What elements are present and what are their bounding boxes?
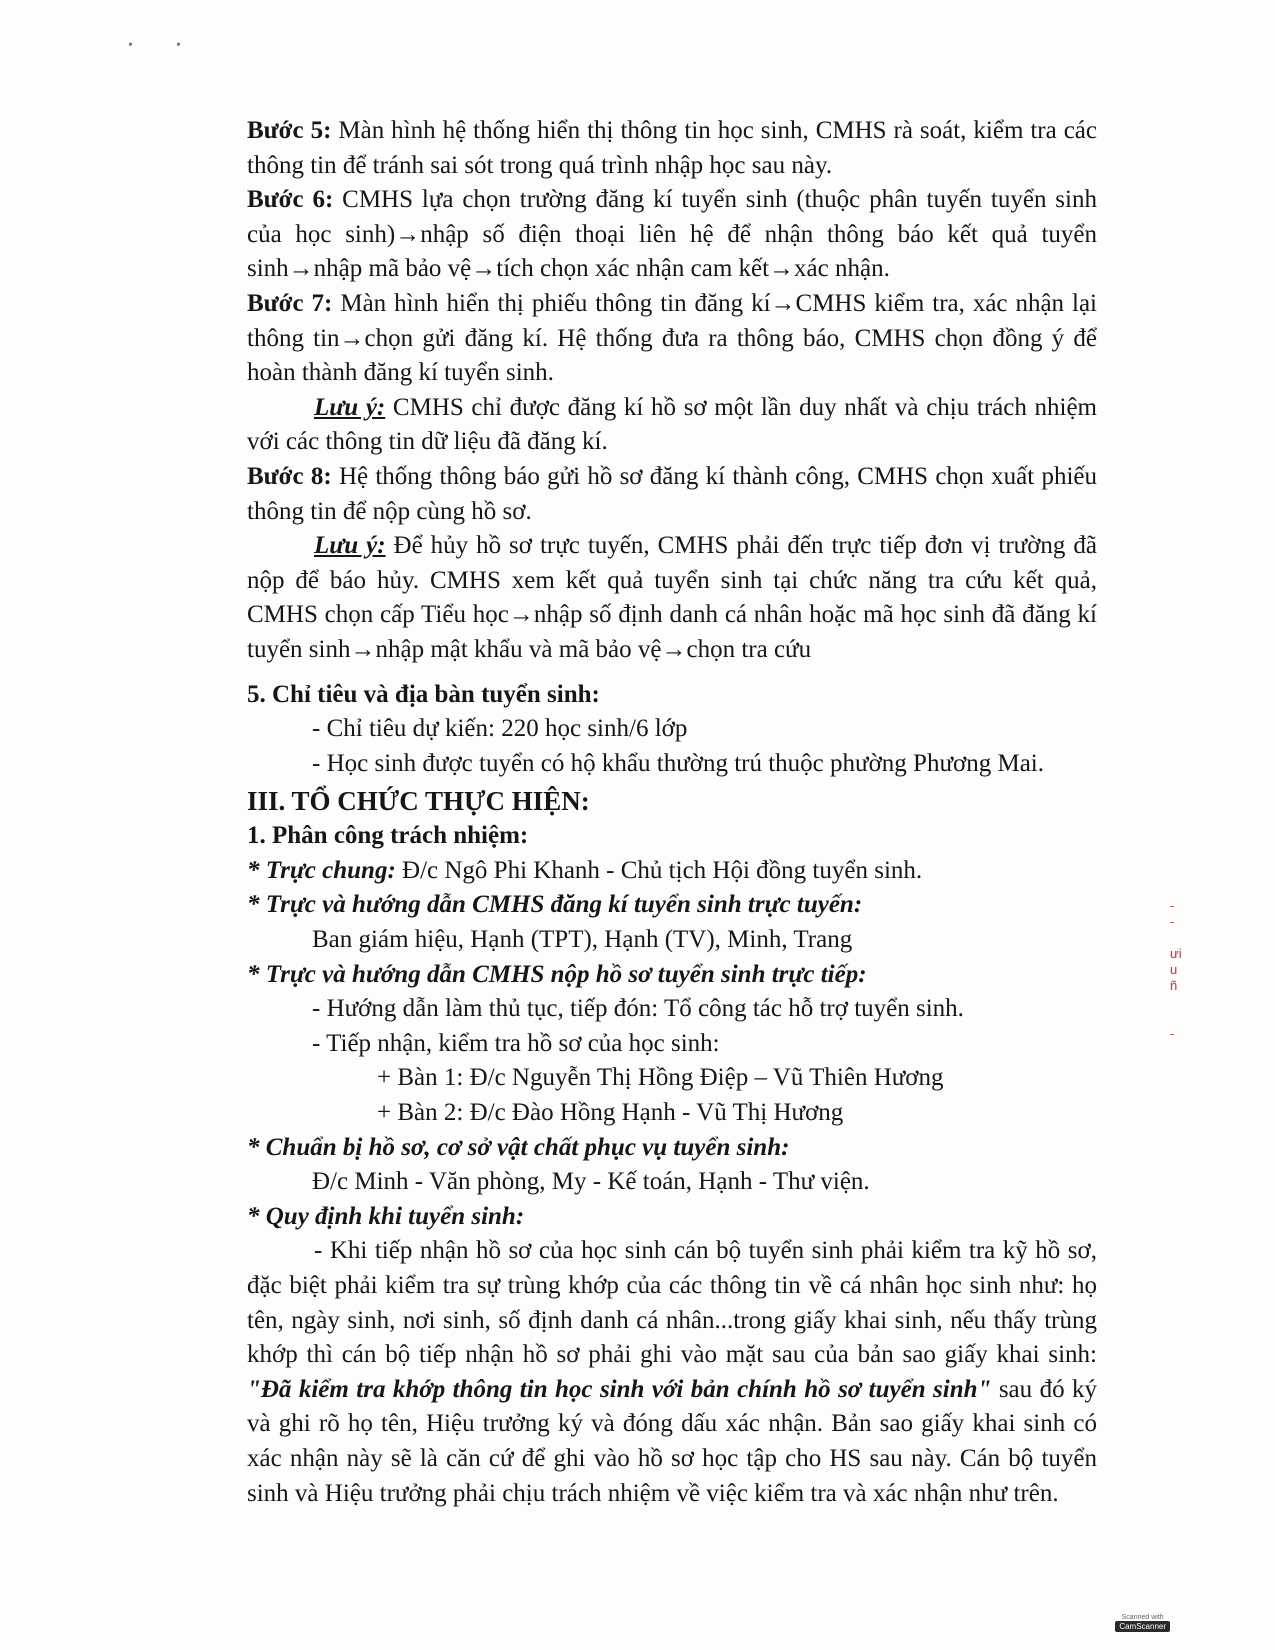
rules-text: sau đó ký và ghi rõ họ tên, Hiệu trưởng ký và đóng dấu xác nhận. Bản sao giấy khai sinh có xác nhận này sẽ là căn cứ để ghi vào hồ sơ học tập cho HS sau này. Cán bộ tuyển sinh và Hiệu trưởng phải chịu trách nhiệm về việc kiểm tra và xác nhận như trên.: [247, 1375, 1097, 1507]
note-2: [247, 529, 1097, 667]
camscanner-badge: [1115, 1614, 1170, 1632]
duty-online-label: * Trực và hướng dẫn CMHS đăng kí tuyển sinh trực tuyến:: [247, 891, 863, 919]
duty-online-text: Ban giám hiệu, Hạnh (TPT), Hạnh (TV), Minh, Trang: [312, 926, 853, 954]
note-text: CMHS chỉ được đăng kí hồ sơ một lần duy nhất và chịu trách nhiệm với các thông tin dữ liệu đã đăng kí.: [247, 393, 1098, 456]
step-8: [247, 460, 1097, 529]
step-text: Hệ thống thông báo gửi hồ sơ đăng kí thành công, CMHS chọn xuất phiếu thông tin để nộp cùng hồ sơ.: [247, 462, 1097, 525]
step-label: Bước 6:: [247, 186, 334, 214]
duty-label: * Trực chung:: [247, 856, 396, 884]
note-1: [247, 391, 1097, 460]
scan-dot: •: [128, 38, 133, 53]
list-item: - Chỉ tiêu dự kiến: 220 học sinh/6 lớp: [312, 715, 688, 743]
prep-text: Đ/c Minh - Văn phòng, My - Kế toán, Hạnh - Thư viện.: [312, 1168, 870, 1196]
step-7: [247, 287, 1097, 391]
step-label: Bước 8:: [247, 462, 332, 490]
duty-text: Đ/c Ngô Phi Khanh - Chủ tịch Hội đồng tuyển sinh.: [395, 856, 923, 884]
part-3-heading: III. TỔ CHỨC THỰC HIỆN:: [247, 786, 590, 817]
duty-general: [247, 854, 1097, 889]
step-text: Màn hình hệ thống hiển thị thông tin học sinh, CMHS rà soát, kiểm tra các thông tin để tránh sai sót trong quá trình nhập học sau này.: [247, 117, 1097, 179]
badge-caption: Scanned with: [1121, 1614, 1164, 1621]
step-text: Màn hình hiển thị phiếu thông tin đăng kí→CMHS kiểm tra, xác nhận lại thông tin→chọn gửi đăng kí. Hệ thống đưa ra thông báo, CMHS chọn đồng ý để hoàn thành đăng kí tuyển sinh.: [247, 289, 1097, 387]
document-body: [247, 114, 1097, 1511]
step-6: [247, 183, 1097, 287]
step-label: Bước 5:: [247, 117, 332, 144]
rules-text: - Khi tiếp nhận hồ sơ của học sinh cán bộ tuyển sinh phải kiểm tra kỹ hồ sơ, đặc biệt phải kiểm tra sự trùng khớp của các thông tin về cá nhân học sinh như: họ tên, ngày sinh, nơi sinh, số định danh cá nhân...trong giấy khai sinh, nếu thấy trùng khớp thì cán bộ tiếp nhận hồ sơ phải ghi vào mặt sau của bản sao giấy khai sinh:: [247, 1237, 1097, 1369]
section-5-heading: 5. Chỉ tiêu và địa bàn tuyển sinh:: [247, 680, 600, 708]
duty-direct-label: * Trực và hướng dẫn CMHS nộp hồ sơ tuyển sinh trực tiếp:: [247, 960, 867, 988]
rules-paragraph: [247, 1234, 1097, 1511]
subsection-heading: 1. Phân công trách nhiệm:: [247, 822, 529, 850]
note-text: Để hủy hồ sơ trực tuyến, CMHS phải đến trực tiếp đơn vị trường đã nộp để báo hủy. CMHS xem kết quả tuyển sinh tại chức năng tra cứu kết quả, CMHS chọn cấp Tiểu học→nhập số định danh cá nhân hoặc mã học sinh đã đăng kí tuyển sinh→nhập mật khẩu và mã bảo vệ→chọn tra cứu: [247, 532, 1097, 663]
badge-logo-text: CamScanner: [1115, 1621, 1170, 1632]
note-label: Lưu ý:: [314, 393, 386, 421]
step-label: Bước 7:: [247, 289, 333, 317]
step-text: CMHS lựa chọn trường đăng kí tuyển sinh (thuộc phân tuyến tuyển sinh của học sinh)→nhập số điện thoại liên hệ để nhận thông báo kết quả tuyển sinh→nhập mã bảo vệ→tích chọn xác nhận cam kết→xác nhận.: [247, 186, 1097, 283]
rules-label: * Quy định khi tuyển sinh:: [247, 1202, 525, 1230]
list-item: - Tiếp nhận, kiểm tra hồ sơ của học sinh:: [312, 1029, 720, 1057]
rules-quote: "Đã kiểm tra khớp thông tin học sinh với bản chính hồ sơ tuyển sinh": [247, 1375, 992, 1403]
desk-item: + Bàn 2: Đ/c Đào Hồng Hạnh - Vũ Thị Hương: [377, 1099, 844, 1127]
list-item: - Hướng dẫn làm thủ tục, tiếp đón: Tổ công tác hỗ trợ tuyển sinh.: [312, 995, 964, 1023]
margin-bleed-marks: - - ưi u ñ -: [1170, 898, 1182, 1041]
step-5: [247, 114, 1097, 183]
prep-label: * Chuẩn bị hồ sơ, cơ sở vật chất phục vụ tuyển sinh:: [247, 1133, 790, 1161]
list-item: - Học sinh được tuyển có hộ khẩu thường trú thuộc phường Phương Mai.: [312, 749, 1044, 777]
scan-dot: •: [176, 38, 181, 53]
note-label: Lưu ý:: [314, 532, 386, 560]
desk-item: + Bàn 1: Đ/c Nguyễn Thị Hồng Điệp – Vũ Thiên Hương: [377, 1064, 944, 1092]
